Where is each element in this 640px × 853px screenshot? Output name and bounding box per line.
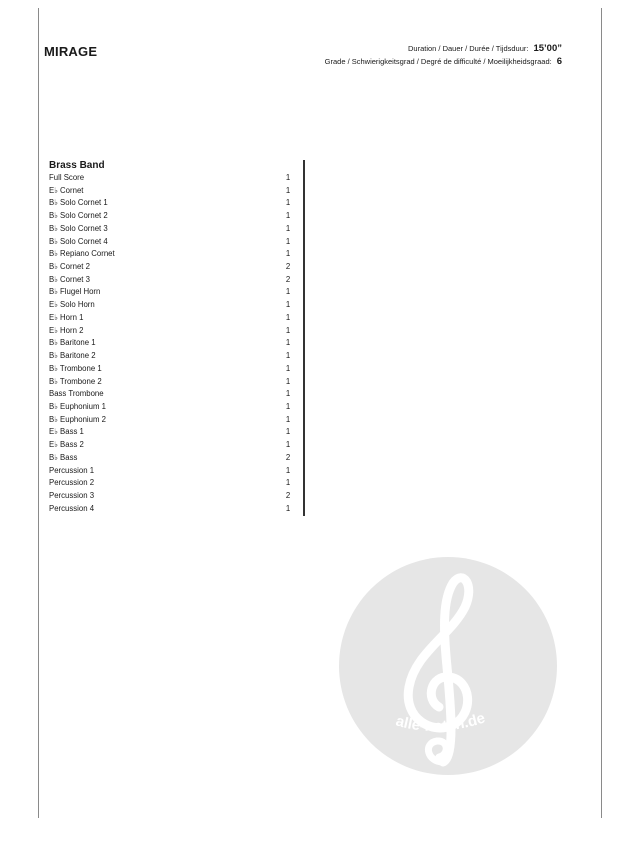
- page-border-right: [601, 8, 602, 818]
- part-name: B♭ Bass: [49, 452, 78, 462]
- duration-line: [408, 43, 562, 54]
- part-quantity: 1: [285, 185, 291, 195]
- part-quantity: 1: [285, 351, 291, 361]
- part-row: [49, 337, 289, 350]
- part-quantity: 1: [285, 376, 291, 386]
- part-quantity: 1: [285, 325, 291, 335]
- part-name: B♭ Baritone 1: [49, 338, 96, 348]
- part-row: [49, 426, 289, 439]
- part-quantity: 1: [285, 173, 291, 182]
- part-quantity: 2: [285, 490, 291, 500]
- part-row: [49, 439, 289, 452]
- part-row: [49, 363, 289, 376]
- part-name: B♭ Solo Cornet 3: [49, 223, 108, 233]
- grade-line: [325, 56, 562, 67]
- watermark-text: alle-noten.de: [393, 709, 488, 735]
- part-name: B♭ Solo Cornet 1: [49, 198, 108, 208]
- part-row: [49, 299, 289, 312]
- part-row: [49, 388, 289, 401]
- part-row: [49, 477, 289, 490]
- part-name: E♭ Bass 2: [49, 440, 84, 450]
- page-border-left: [38, 8, 39, 818]
- part-quantity: 1: [285, 478, 291, 488]
- part-quantity: 1: [285, 503, 291, 513]
- piece-title: MIRAGE: [44, 44, 98, 59]
- part-quantity: 1: [285, 211, 291, 221]
- part-name: B♭ Euphonium 2: [49, 414, 106, 424]
- part-quantity: 1: [285, 389, 291, 399]
- part-name: Full Score: [49, 173, 85, 182]
- part-quantity: 2: [285, 452, 291, 462]
- duration-value: 15’00”: [533, 43, 562, 54]
- part-row: [49, 490, 289, 503]
- part-quantity: 1: [285, 287, 291, 297]
- part-row: [49, 236, 289, 249]
- part-row: [49, 286, 289, 299]
- part-name: B♭ Flugel Horn: [49, 287, 101, 297]
- part-row: [49, 210, 289, 223]
- part-name: B♭ Trombone 2: [49, 376, 102, 386]
- part-name: Percussion 4: [49, 503, 95, 513]
- part-quantity: 1: [285, 401, 291, 411]
- part-name: B♭ Solo Cornet 2: [49, 211, 108, 221]
- part-name: E♭ Solo Horn: [49, 300, 95, 310]
- part-name: B♭ Solo Cornet 4: [49, 236, 108, 246]
- part-row: [49, 274, 289, 287]
- part-name: B♭ Baritone 2: [49, 351, 96, 361]
- part-quantity: 1: [285, 427, 291, 437]
- part-name: Percussion 2: [49, 478, 95, 488]
- part-row: [49, 248, 289, 261]
- part-quantity: 1: [285, 236, 291, 246]
- part-quantity: 2: [285, 262, 291, 272]
- duration-label: Duration / Dauer / Durée / Tijdsduur:: [407, 44, 529, 53]
- part-name: E♭ Cornet: [49, 185, 84, 195]
- part-name: Percussion 1: [49, 465, 95, 475]
- part-name: E♭ Horn 2: [49, 325, 84, 335]
- part-name: B♭ Cornet 3: [49, 274, 90, 284]
- part-row: [49, 414, 289, 427]
- part-quantity: 1: [285, 198, 291, 208]
- part-quantity: 1: [285, 223, 291, 233]
- part-quantity: 1: [285, 440, 291, 450]
- part-row: [49, 185, 289, 198]
- parts-list: [49, 160, 289, 515]
- part-quantity: 1: [285, 249, 291, 259]
- part-quantity: 1: [285, 300, 291, 310]
- part-row: [49, 376, 289, 389]
- watermark-logo: [339, 557, 557, 775]
- part-name: B♭ Euphonium 1: [49, 401, 106, 411]
- part-name: E♭ Horn 1: [49, 312, 84, 322]
- part-name: B♭ Trombone 1: [49, 363, 102, 373]
- part-quantity: 1: [285, 338, 291, 348]
- grade-label: Grade / Schwierigkeitsgrad / Degré de difficulté / Moeilijkheidsgraad:: [324, 57, 552, 66]
- parts-heading: Brass Band: [49, 160, 105, 171]
- part-name: Percussion 3: [49, 490, 95, 500]
- part-row: [49, 223, 289, 236]
- part-quantity: 1: [285, 414, 291, 424]
- part-row: [49, 172, 289, 185]
- part-row: [49, 452, 289, 465]
- part-quantity: 1: [285, 312, 291, 322]
- part-quantity: 1: [285, 465, 291, 475]
- parts-rows: [49, 172, 289, 515]
- part-row: [49, 401, 289, 414]
- part-quantity: 1: [285, 363, 291, 373]
- part-row: [49, 325, 289, 338]
- part-quantity: 2: [285, 274, 291, 284]
- part-name: Bass Trombone: [49, 389, 104, 399]
- part-row: [49, 312, 289, 325]
- part-row: [49, 465, 289, 478]
- part-row: [49, 350, 289, 363]
- part-row: [49, 261, 289, 274]
- part-row: [49, 197, 289, 210]
- part-name: B♭ Repiano Cornet: [49, 249, 115, 259]
- part-row: [49, 503, 289, 516]
- part-name: E♭ Bass 1: [49, 427, 84, 437]
- parts-separator-line: [303, 160, 305, 516]
- part-name: B♭ Cornet 2: [49, 262, 90, 272]
- grade-value: 6: [556, 56, 562, 67]
